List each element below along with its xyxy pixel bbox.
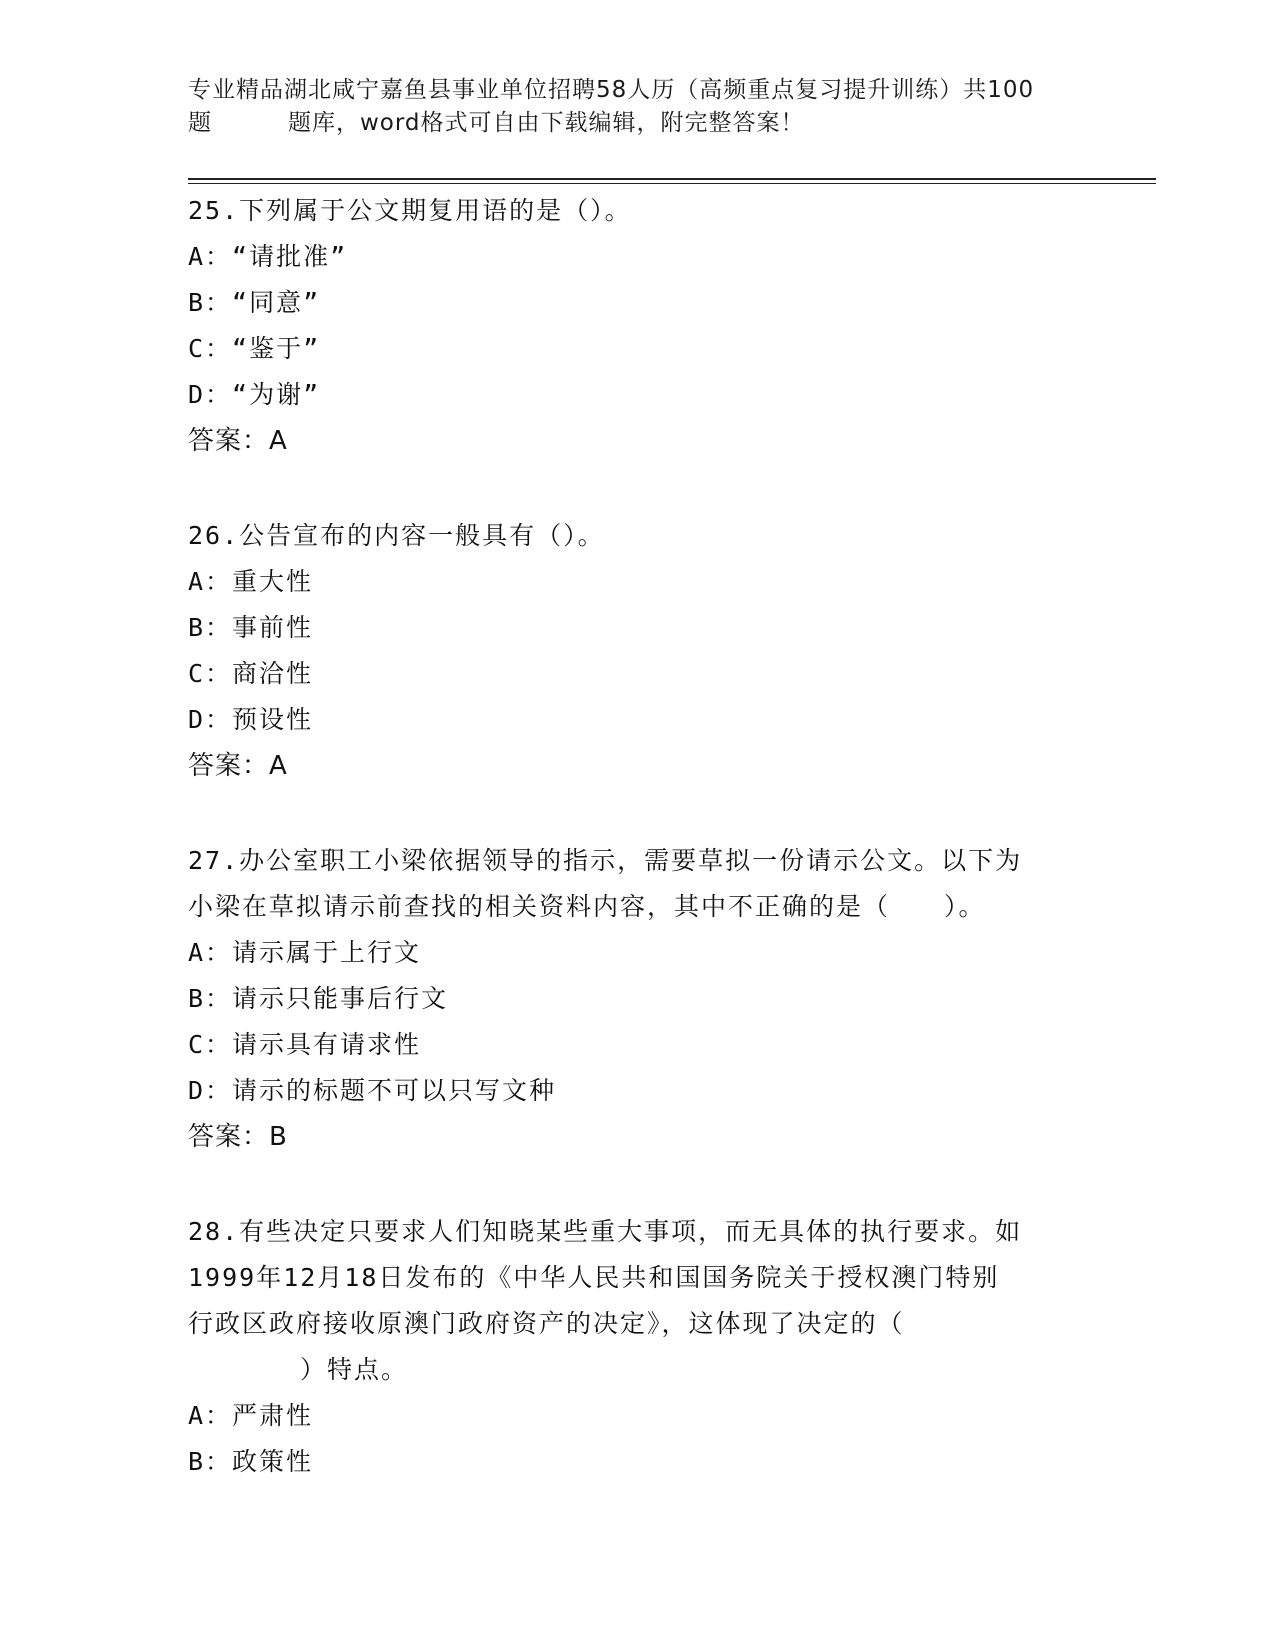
option-b: B：事前性 — [188, 613, 314, 642]
question-stem: 25.下列属于公文期复用语的是（）。 — [188, 196, 632, 225]
question-stem-line3: 行政区政府接收原澳门政府资产的决定》，这体现了决定的（ — [188, 1309, 905, 1338]
option-b: B：请示只能事后行文 — [188, 984, 449, 1013]
option-c: C：“鉴于” — [188, 334, 321, 363]
option-b: B：“同意” — [188, 288, 321, 317]
header-divider-thick — [188, 178, 1156, 180]
question-27 — [188, 838, 1088, 1160]
question-26 — [188, 513, 1088, 789]
question-stem-line1: 27.办公室职工小梁依据领导的指示，需要草拟一份请示公文。以下为 — [188, 846, 1023, 875]
answer-line: 答案：A — [188, 426, 288, 456]
header-title-line2 — [188, 107, 1088, 140]
header-line2-rest: 题库，word格式可自由下载编辑，附完整答案！ — [288, 110, 805, 136]
question-list — [188, 188, 1088, 1534]
question-28 — [188, 1209, 1088, 1485]
option-a: A：严肃性 — [188, 1401, 314, 1430]
question-25 — [188, 188, 1088, 464]
page-header — [188, 74, 1088, 140]
answer-line: 答案：A — [188, 751, 288, 781]
header-title-line1: 专业精品湖北咸宁嘉鱼县事业单位招聘58人历（高频重点复习提升训练）共100 — [188, 77, 1035, 103]
option-d: D：请示的标题不可以只写文种 — [188, 1076, 557, 1105]
option-a: A：重大性 — [188, 567, 314, 596]
question-stem: 26.公告宣布的内容一般具有（）。 — [188, 521, 605, 550]
question-stem-line1: 28.有些决定只要求人们知晓某些重大事项，而无具体的执行要求。如 — [188, 1217, 1023, 1246]
header-divider-thin — [188, 183, 1156, 184]
option-a: A：请示属于上行文 — [188, 938, 422, 967]
header-line2-start: 题 — [188, 110, 212, 136]
option-d: D：“为谢” — [188, 380, 321, 409]
question-stem-line2: 1999年12月18日发布的《中华人民共和国国务院关于授权澳门特别 — [188, 1263, 1000, 1292]
option-b: B：政策性 — [188, 1447, 314, 1476]
question-stem-line2: 小梁在草拟请示前查找的相关资料内容，其中不正确的是（ ）。 — [188, 892, 986, 921]
question-stem-line4: ）特点。 — [300, 1355, 409, 1384]
option-c: C：商洽性 — [188, 659, 314, 688]
answer-line: 答案：B — [188, 1122, 288, 1152]
option-a: A：“请批准” — [188, 242, 348, 271]
option-d: D：预设性 — [188, 705, 314, 734]
option-c: C：请示具有请求性 — [188, 1030, 422, 1059]
